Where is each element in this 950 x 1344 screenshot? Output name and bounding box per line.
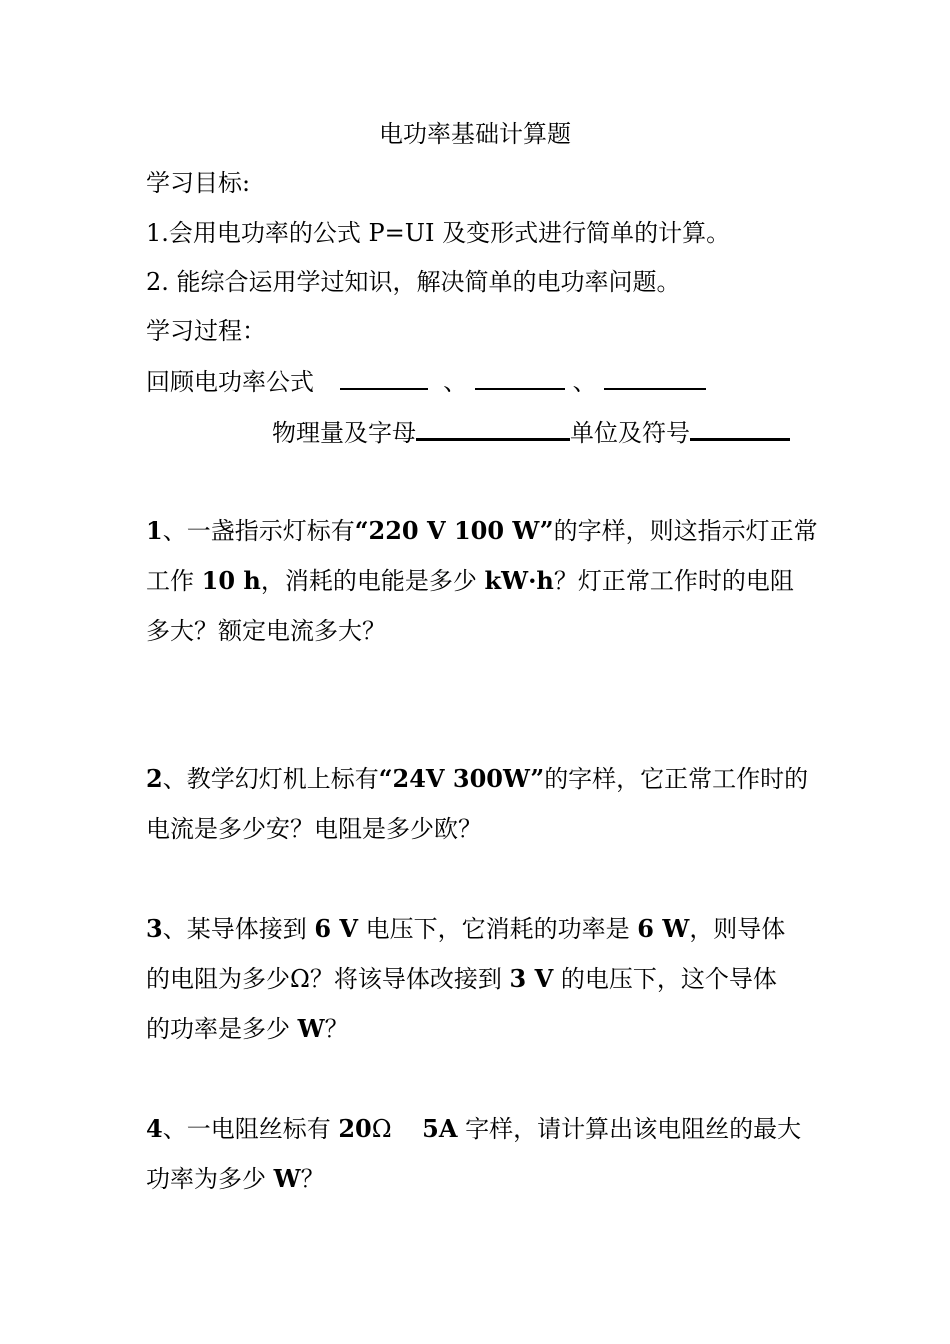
question-3-line-1: [146, 914, 785, 944]
formula-blank-2[interactable]: [475, 366, 565, 390]
question-text: ？: [324, 1015, 349, 1043]
question-text: 、教学幻灯机上标有: [162, 765, 379, 793]
question-text: ，则导体: [689, 915, 786, 943]
question-text: “220 V 100 W”: [354, 516, 554, 545]
question-text: 20: [338, 1114, 372, 1143]
question-3-line-2: [146, 964, 777, 994]
question-text: 功率为多少: [146, 1165, 274, 1193]
question-text: 的字样，则这指示灯正常: [553, 517, 818, 545]
question-text: “24V 300W”: [378, 764, 545, 793]
question-1-line-2: [146, 566, 794, 596]
unit-label: 单位及符号: [570, 419, 690, 447]
question-text: 、一电阻丝标有: [162, 1115, 339, 1143]
question-number: 1: [146, 516, 163, 545]
formula-review-row: [146, 366, 706, 397]
formula-review-label: 回顾电功率公式: [146, 368, 314, 396]
question-3-line-3: [146, 1014, 349, 1044]
question-4-line-1: [146, 1114, 801, 1144]
process-heading: 学习过程：: [146, 317, 266, 345]
objectives-heading: 学习目标:: [146, 169, 251, 197]
question-1-line-1: [146, 516, 818, 546]
objective-item-1: 1.会用电功率的公式 P=UI 及变形式进行简单的计算。: [146, 219, 731, 247]
question-4-line-2: [146, 1164, 325, 1194]
question-text: Ω: [371, 1115, 423, 1143]
question-text: 的字样，它正常工作时的: [544, 765, 809, 793]
question-text: 、某导体接到: [162, 915, 315, 943]
question-text: 、一盏指示灯标有: [162, 517, 355, 545]
question-text: 5A: [422, 1114, 458, 1143]
question-1-line-3: 多大？额定电流多大？: [146, 617, 386, 645]
question-text: 6 W: [637, 914, 690, 943]
question-number: 4: [146, 1114, 163, 1143]
question-text: ？: [300, 1165, 325, 1193]
objective-item-2: 2. 能综合运用学过知识，解决简单的电功率问题。: [146, 268, 681, 296]
question-text: 的电压下，这个导体: [553, 965, 777, 993]
question-text: ，消耗的电能是多少: [260, 567, 485, 595]
question-text: ？灯正常工作时的电阻: [553, 567, 794, 595]
formula-blank-1[interactable]: [340, 366, 428, 390]
separator: 、: [443, 368, 468, 396]
quantity-unit-row: [272, 416, 790, 448]
quantity-blank[interactable]: [416, 416, 570, 441]
question-text: kW·h: [484, 566, 554, 595]
separator: 、: [572, 368, 597, 396]
question-text: W: [297, 1014, 325, 1043]
question-text: 字样，请计算出该电阻丝的最大: [457, 1115, 802, 1143]
question-text: W: [273, 1164, 301, 1193]
question-text: 3 V: [509, 964, 554, 993]
formula-blank-3[interactable]: [604, 366, 706, 390]
question-text: 的电阻为多少Ω？将该导体改接到: [146, 965, 510, 993]
question-text: 的功率是多少: [146, 1015, 298, 1043]
question-text: 10 h: [201, 566, 261, 595]
question-2-line-2: 电流是多少安？电阻是多少欧？: [146, 815, 482, 843]
question-text: 工作: [146, 567, 202, 595]
quantity-label: 物理量及字母: [272, 419, 416, 447]
page-title: 电功率基础计算题: [379, 120, 571, 148]
question-text: 6 V: [314, 914, 359, 943]
question-text: 电压下，它消耗的功率是: [358, 915, 638, 943]
question-number: 2: [146, 764, 163, 793]
question-number: 3: [146, 914, 163, 943]
question-2-line-1: [146, 764, 808, 794]
unit-blank[interactable]: [690, 416, 790, 441]
